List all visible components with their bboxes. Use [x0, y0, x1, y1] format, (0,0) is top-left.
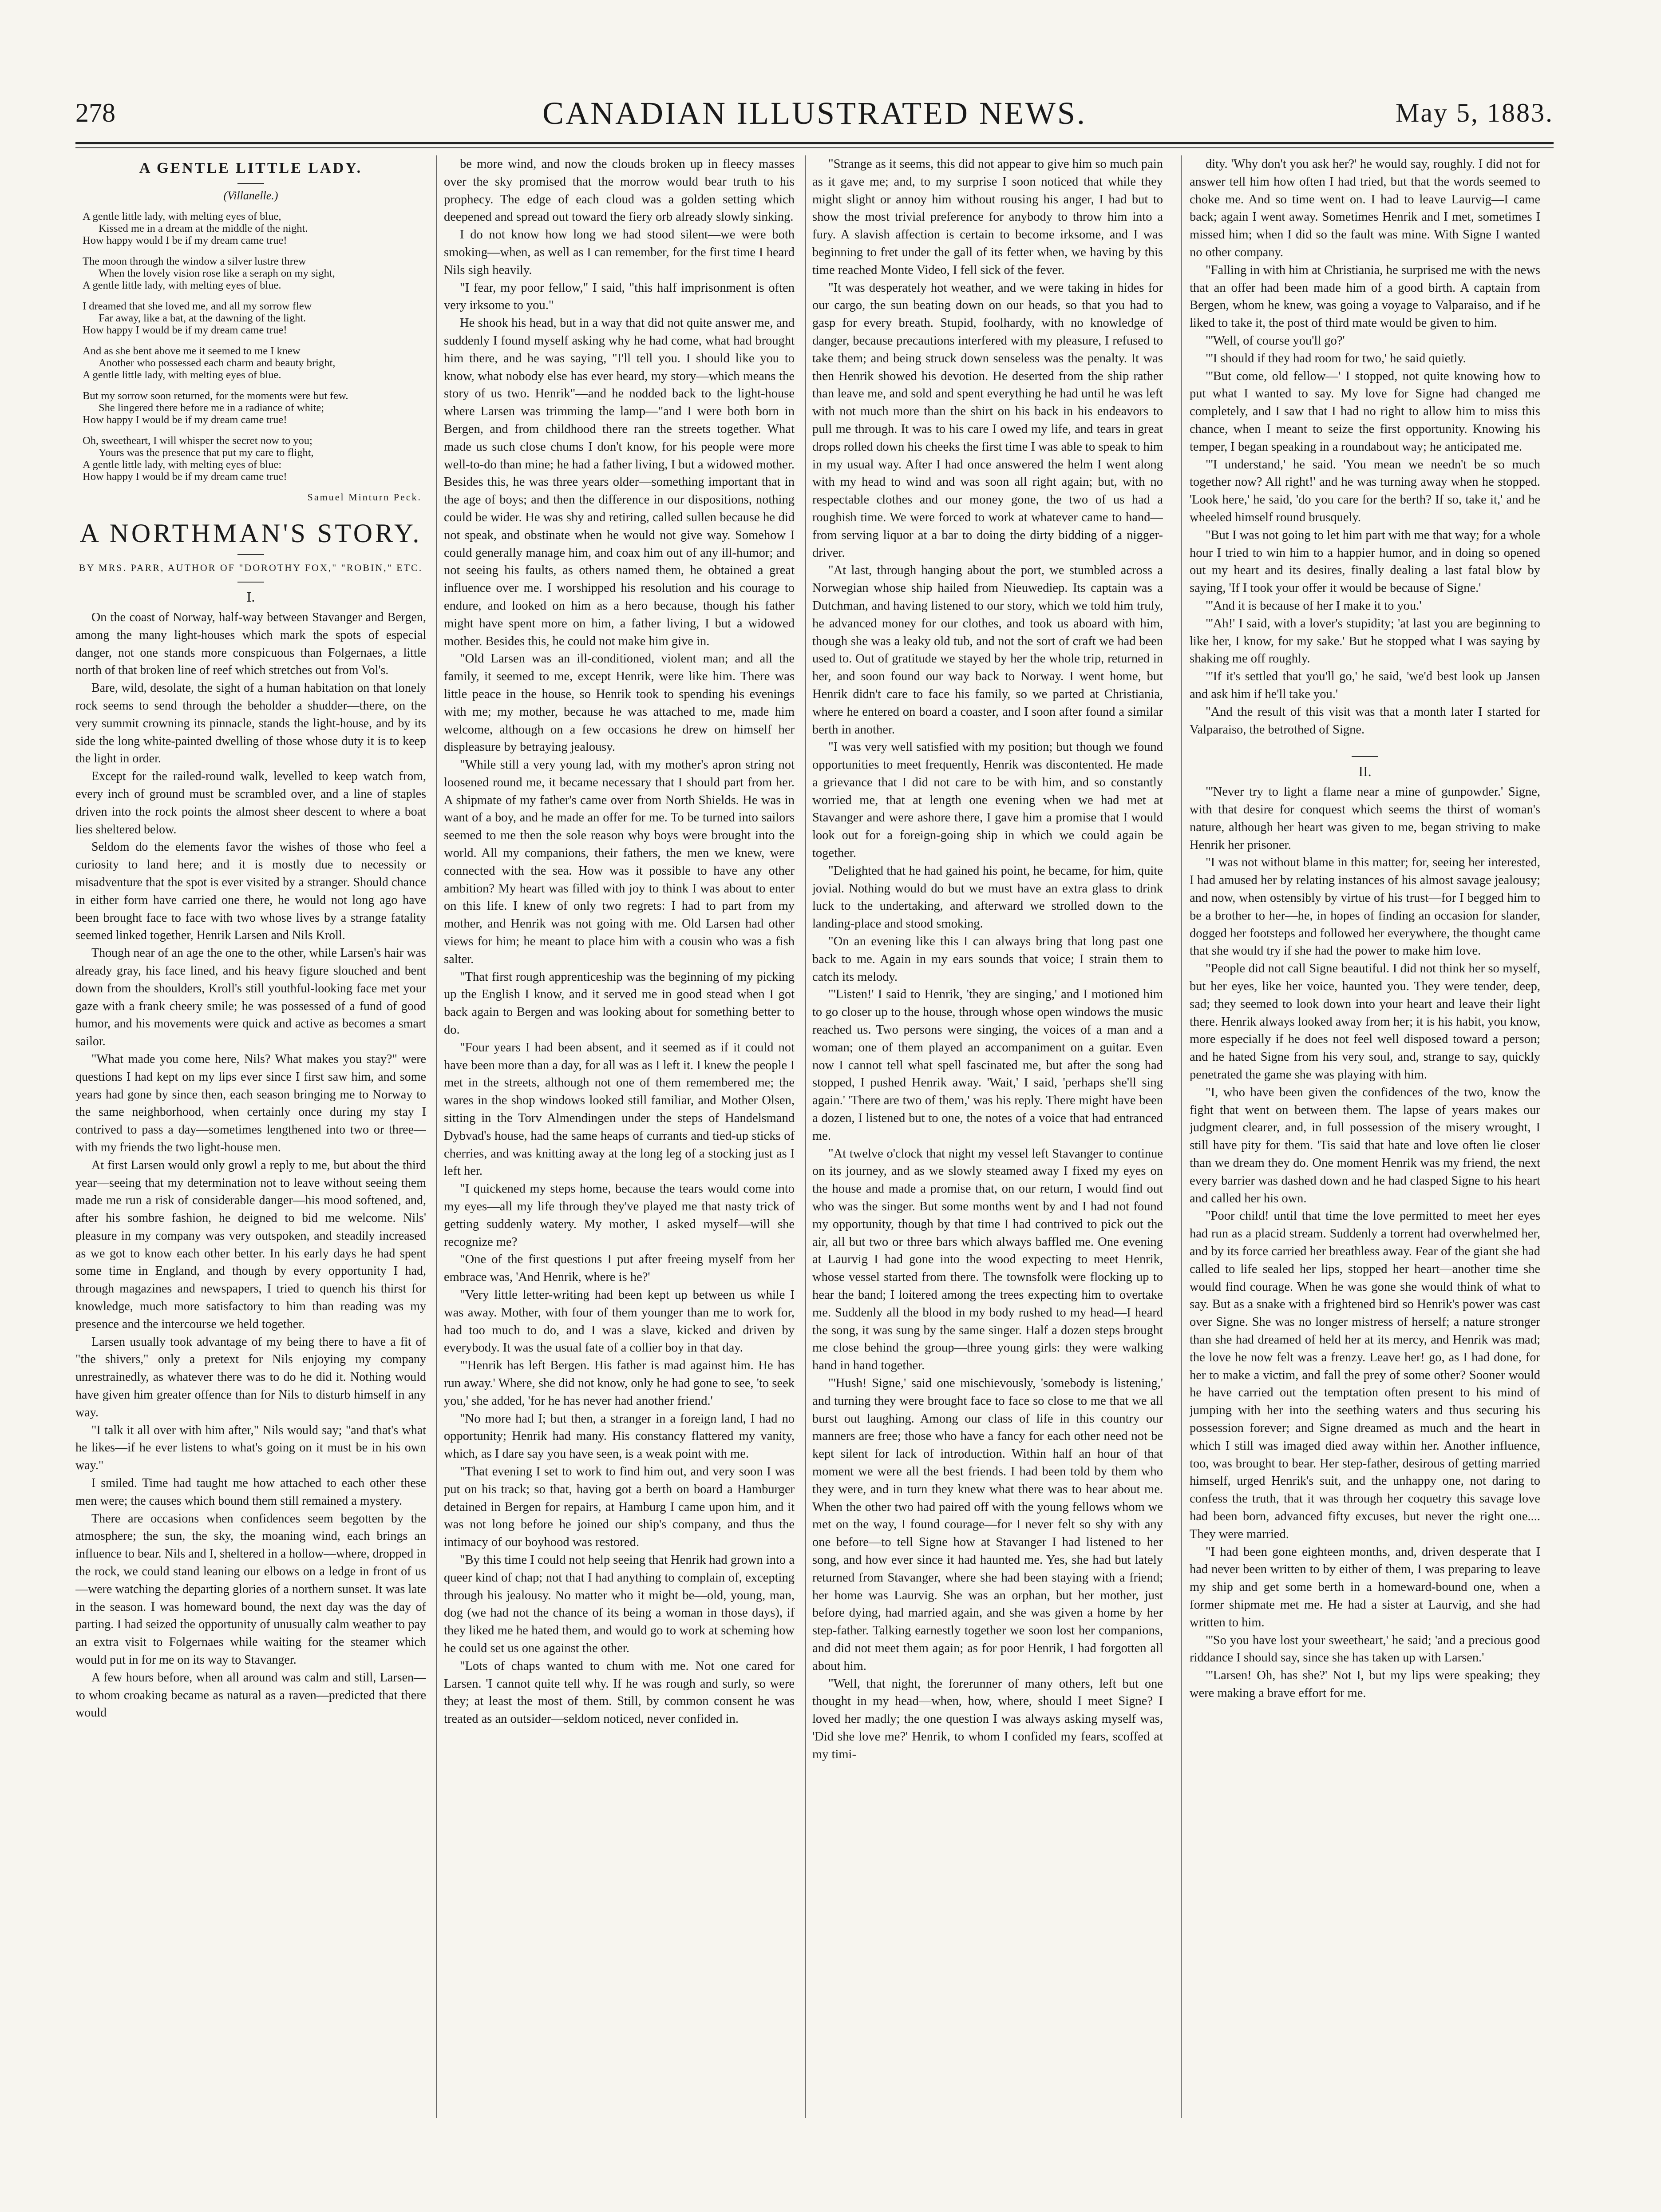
paragraph: "It was desperately hot weather, and we were taking in hides for our cargo, the sun beating down on our heads, so that you had to gasp for every breath. Stupid, foolhardy, with no knowledge of danger, because precautions interfered with my pleasure, I refused to take them; and being struck down senseless was the penalty. It was then Henrik showed his devotion. He deserted from the ship rather than leave me, and sold and spent everything he had until he was left with not much more than the shirt on his back in his endeavors to pull me through. It was to his care I owed my life, and tears in great drops rolled down his cheeks the first time I was able to speak to him in my usual way. After I had once answered the helm I went along with my head to wind and was soon all right again; but, with no respectable clothes and our money gone, the two of us had a roughish time. We were forced to work at whatever came to hand—from serving liquor at a bar to doing the dirty bidding of a nigger-driver.	[812, 281, 1163, 560]
paragraph: "'I understand,' he said. 'You mean we needn't be so much together now? All right!' and he was turning away when he stopped. 'Look here,' he said, 'do you care for the berth? If so, take it,' and he wheeled himself round brusquely.	[1190, 457, 1540, 524]
paragraph: "And the result of this visit was that a month later I started for Valparaiso, the betrothed of Signe.	[1190, 705, 1540, 737]
poem-line: How happy I would be if my dream came true!	[83, 471, 287, 483]
paragraph: Except for the railed-round walk, levelled to keep watch from, every inch of ground must be scrambled over, and a line of staples driven into the rock points the almost sheer descent to where a boat lies sheltered below.	[75, 769, 426, 836]
poem-line: The moon through the window a silver lustre threw	[83, 255, 306, 267]
paragraph: "At twelve o'clock that night my vessel left Stavanger to continue on its journey, and as we slowly steamed away I fixed my eyes on the house and made a promise that, on our return, I would find out who was the singer. But some months went by and I had not found my opportunity, though by that time I had contrived to pick out the air, all but two or three bars which always baffled me. One evening at Laurvig I had gone into the wood expecting to meet Henrik, whose vessel started from there. The townsfolk were flocking up to hear the band; I loitered among the trees expecting him to overtake me. Suddenly all the blood in my body rushed to my head—I heard the song, it was sung by the same singer. Half a dozen steps brought me close behind the group—three young girls: they were walking hand in hand together.	[812, 1146, 1163, 1373]
paragraph: "'Never try to light a flame near a mine of gunpowder.' Signe, with that desire for conquest which seems the thirst of woman's nature, although her heart was given to me, began striving to make Henrik her prisoner.	[1190, 785, 1540, 852]
paragraph: "'I should if they had room for two,' he said quietly.	[1206, 351, 1466, 365]
paragraph: "I fear, my poor fellow," I said, "this half imprisonment is often very irksome to you."	[444, 281, 795, 313]
title-rule	[237, 554, 264, 555]
poem-stanza	[75, 210, 426, 246]
poem-line: Kissed me in a dream at the middle of the night.	[99, 222, 308, 234]
paragraph: "No more had I; but then, a stranger in a foreign land, I had no opportunity; Henrik had many. His constancy flattered my vanity, which, as I dare say you have seen, is a weak point with me.	[444, 1411, 795, 1461]
poem-stanza	[75, 390, 426, 426]
byline-rule	[237, 582, 264, 583]
paragraph: "'If it's settled that you'll go,' he said, 'we'd best look up Jansen and ask him if he'll take you.'	[1190, 670, 1540, 701]
paragraph: "By this time I could not help seeing that Henrik had grown into a queer kind of chap; not that I had anything to complain of, excepting through his jealousy. No matter who it might be—old, young, man, dog (we had not the chance of its being a woman in those days), if they liked me he hated them, and would go to work at scheming how he could set us one against the other.	[444, 1553, 795, 1655]
issue-date: May 5, 1883.	[1396, 98, 1554, 127]
paragraph: dity. 'Why don't you ask her?' he would say, roughly. I did not for answer tell him how often I had tried, but that the words seemed to choke me. And so time went on. I had to leave Laurvig—I came back; again I went away. Sometimes Henrik and I met, sometimes I missed him; when I did so the fault was mine. With Signe I wanted no other company.	[1190, 157, 1540, 259]
page-number: 278	[75, 98, 115, 127]
story-byline: BY MRS. PARR, AUTHOR OF "DOROTHY FOX," "ROBIN," ETC.	[79, 562, 423, 573]
paragraph: "I talk it all over with him after," Nils would say; "and that's what he likes—if he ever listens to what's going on it must be in his own way."	[75, 1423, 426, 1473]
column-4	[1190, 155, 1540, 2131]
poem-line: Oh, sweetheart, I will whisper the secret now to you;	[83, 435, 312, 447]
paragraph: "Well, that night, the forerunner of many others, left but one thought in my head—when, how, where, should I meet Signe? I loved her madly; the one question I was always asking myself was, 'Did she love me?' Henrik, to whom I confided my fears, scoffed at my timi-	[812, 1677, 1163, 1761]
paragraph: "'So you have lost your sweetheart,' he said; 'and a precious good riddance I should say, since she has taken up with Larsen.'	[1190, 1633, 1540, 1665]
paragraph: "At last, through hanging about the port, we stumbled across a Norwegian whose ship hailed from Nieuwediep. Its captain was a Dutchman, and having listened to our story, which we told him truly, he advanced money for our clothes, and took us aboard with him, though she was a leaky old tub, and not the sort of craft we had been used to. Out of gratitude we stayed by her the whole trip, returned in her, and soon found our way back to Norway. I went home, but Henrik didn't care to face his family, so we parted at Christiania, where he entered on board a coaster, and I soon after found a similar berth in another.	[812, 563, 1163, 737]
paragraph: Though near of an age the one to the other, while Larsen's hair was already gray, his face lined, and his heavy figure slouched and bent down from the shoulders, Kroll's still youthful-looking face met your gaze with a frank cheery smile; he was possessed of a fund of good humor, and his movements were quick and active as becomes a smart sailor.	[75, 946, 426, 1049]
section-rule	[1352, 756, 1378, 757]
paragraph: "'Henrik has left Bergen. His father is mad against him. He has run away.' Where, she did not know, only he had gone to see, 'to seek you,' she added, 'for he has never had another friend.'	[444, 1359, 795, 1408]
paragraph: be more wind, and now the clouds broken up in fleecy masses over the sky promised that the morrow would bear truth to his prophecy. The edge of each cloud was a golden setting which deepened and spread out toward the fiery orb already slowly sinking.	[444, 157, 795, 224]
paragraph: A few hours before, when all around was calm and still, Larsen—to whom croaking became as natural as a raven—predicted that there would	[75, 1670, 426, 1720]
column-divider	[805, 155, 806, 2118]
poem-line: I dreamed that she loved me, and all my sorrow flew	[83, 300, 312, 312]
header-rule-thin	[75, 147, 1554, 148]
paragraph: "What made you come here, Nils? What makes you stay?" were questions I had kept on my lips ever since I first saw him, and some years had gone by since then, each season bringing me to Norway to the same neighborhood, when certainly once during my stay I contrived to pass a day—sometimes lengthened into two or three—with my friends the two light-house men.	[75, 1052, 426, 1154]
paragraph: "That evening I set to work to find him out, and very soon I was put on his track; so that, having got a berth on board a Hamburger detained in Bergen for repairs, at Hamburg I came upon him, and it was not long before he joined our ship's company, and thus the intimacy of our boyhood was restored.	[444, 1464, 795, 1550]
paragraph: "On an evening like this I can always bring that long past one back to me. Again in my ears sounds that voice; I strain them to catch its melody.	[812, 935, 1163, 984]
paragraph: "'And it is because of her I make it to you.'	[1206, 599, 1422, 613]
paragraph: "Old Larsen was an ill-conditioned, violent man; and all the family, it seemed to me, except Henrik, were like him. There was little peace in the house, so Henrik took to spending his evenings with me; my mother, because he was attached to me, made him welcome, although on a few occasions he drew on himself her displeasure by betraying jealousy.	[444, 652, 795, 754]
paragraph: Bare, wild, desolate, the sight of a human habitation on that lonely rock seems to send through the beholder a shudder—there, on the very summit crowning its pinnacle, stands the light-house, and by its side the long white-painted dwelling of those whose duty it is to keep the light in order.	[75, 681, 426, 766]
paragraph: "Poor child! until that time the love permitted to meet her eyes had run as a placid stream. Suddenly a torrent had overwhelmed her, and by its force carried her breathless away. Fear of the giant she had called to life sealed her lips, stopped her heart—another time she would find courage. When he was gone she would think of what to say. But as a snake with a frightened bird so Henrik's power was cast over Signe. She was no longer mistress of herself; a nature stronger than she had dreamed of held her at its mercy, and Henrik was mad; the love he now felt was a frenzy. Leave her! go, as I had done, for her to make a victim, and fall the prey of some other? Sooner would he have carried out the temptation often present to his mind of jumping with her into the seething waters and thus securing his possession forever; and Signe dreamed as much and the heart in which I still was imaged died away within her. Another influence, too, was brought to bear. Her step-father, desirous of getting married himself, urged Henrik's suit, and the unhappy one, not daring to confess the truth, that it was through her coquetry this savage love had been born, advanced fifty excuses, but never the right one.... They were married.	[1190, 1209, 1540, 1541]
poem-line: She lingered there before me in a radiance of white;	[99, 402, 324, 414]
poem-line: A gentle little lady, with melting eyes of blue.	[83, 369, 281, 381]
paragraph: "Falling in with him at Christiania, he surprised me with the news that an offer had been made him of a good birth. A captain from Bergen, whom he knew, was going a voyage to Valparaiso, and if he liked to take it, the post of third mate would be given to him.	[1190, 263, 1540, 330]
paragraph: "'Well, of course you'll go?'	[1206, 333, 1345, 348]
column-1-text	[75, 609, 426, 1722]
paragraph: "Lots of chaps wanted to chum with me. Not one cared for Larsen. 'I cannot quite tell why. If he was rough and surly, so were they; at least the most of them. Still, by common consent he was treated as an outsider—seldom noticed, never confided in.	[444, 1659, 795, 1726]
poem-line: How happy would I be if my dream came true!	[83, 234, 287, 246]
poem-line: How happy I would be if my dream came true!	[83, 414, 287, 426]
poem-stanza	[75, 435, 426, 483]
poem-line: Yours was the presence that put my care to flight,	[99, 447, 314, 459]
column-2	[444, 155, 795, 2131]
column-3	[812, 155, 1163, 2131]
paragraph: "People did not call Signe beautiful. I did not think her so myself, but her eyes, like her voice, haunted you. They were tender, deep, sad; they seemed to look down into your heart and leave their light there. Henrik always looked away from her; it is his habit, you know, more especially if he does not feel well disposed toward a person; and he hated Signe from his very soul, and, strange to say, quickly penetrated the game she was playing with him.	[1190, 962, 1540, 1082]
poem-stanza	[75, 345, 426, 381]
poem-line: A gentle little lady, with melting eyes of blue,	[83, 210, 281, 222]
header-rule	[75, 142, 1554, 144]
paragraph: "One of the first questions I put after freeing myself from her embrace was, 'And Henrik, where is he?'	[444, 1253, 795, 1284]
paragraph: "'Larsen! Oh, has she?' Not I, but my lips were speaking; they were making a brave effort for me.	[1190, 1669, 1540, 1700]
column-1	[75, 155, 426, 2131]
poem-line: Far away, like a bat, at the dawning of the light.	[99, 312, 306, 324]
section-heading: II.	[1358, 763, 1372, 780]
section-heading: I.	[246, 589, 255, 605]
column-divider	[1181, 155, 1182, 2118]
masthead	[75, 93, 1554, 133]
paragraph: "I was not without blame in this matter; for, seeing her interested, I had amused her by relating instances of his almost savage jealousy; and now, when ostensibly by virtue of his trust—for I begged him to be a brother to her—he, in hopes of finding an occasion for slander, dogged her footsteps and followed her everywhere, the thought came that she would try if she had the power to make him love.	[1190, 856, 1540, 958]
paragraph: "'Ah!' I said, with a lover's stupidity; 'at last you are beginning to like her, I know, for my sake.' But he stopped what I was saying by shaking me off roughly.	[1190, 616, 1540, 666]
poem-line: When the lovely vision rose like a seraph on my sight,	[99, 267, 335, 279]
paragraph: Larsen usually took advantage of my being there to have a fit of "the shivers," only a pretext for Nils enjoying my company unrestrainedly, as whatever there was to do he did it. Nothing would have given him greater offence than for Nils to disturb himself in any way.	[75, 1335, 426, 1419]
poem-line: And as she bent above me it seemed to me I knew	[83, 345, 301, 357]
paragraph: I smiled. Time had taught me how attached to each other these men were; the causes which bound them still remained a mystery.	[75, 1476, 426, 1508]
poem-stanza	[75, 300, 426, 336]
poem-line: Another who possessed each charm and beauty bright,	[99, 357, 336, 369]
paragraph: He shook his head, but in a way that did not quite answer me, and suddenly I found myself asking why he had come, what had brought him there, and he was saying, "I'll tell you. I should like you to know, what nobody else has ever heard, my story—which means the story of us two. Henrik"—and he nodded back to the light-house where Larsen was trimming the lamp—"and I were both born in Bergen, and from childhood there ran the streets together. What made us such close chums I don't know, for his people were more well-to-do than mine; he had a father living, I but a widowed mother. Besides this, he was three years older—something important that in the age of boys; and then the difference in our dispositions, nothing could be wider. He was shy and retiring, called sullen because he did not speak, and obstinate when he would not give way. Somehow I could generally manage him, and coax him out of any ill-humor; and not seeing his faults, as others named them, he obtained a great influence over me. I worshipped his resolution and his courage to endure, and looked on him as a hero because, though his father might have spent more on him, a father living, I but a widowed mother. Besides this, he could not make him give in.	[444, 316, 795, 648]
paragraph: "'But come, old fellow—' I stopped, not quite knowing how to put what I wanted to say. My love for Signe had changed me completely, and I saw that I had no right to allow him to miss this chance, when I meant to seize the first opportunity. Knowing his temper, I began speaking in a roundabout way; he anticipated me.	[1190, 369, 1540, 454]
paragraph: "I was very well satisfied with my position; but though we found opportunities to meet frequently, Henrik was discontented. He made a grievance that I did not care to be with him, and so constantly worried me, that at length one evening when we had met at Stavanger and were ashore there, I gave him a promise that I would look out for a foreign-going ship in which we could again be together.	[812, 740, 1163, 860]
title-rule	[237, 183, 264, 184]
paragraph: "While still a very young lad, with my mother's apron string not loosened round me, it became necessary that I should part from her. A shipmate of my father's came over from North Shields. He was in want of a boy, and he made an offer for me. To be turned into sailors seemed to me then the sole reason why boys were brought into the world. All my companions, their fathers, the men we knew, were connected with the sea. How was it possible to have any other ambition? My heart was filled with joy to think I was about to enter on this life. I knew of only two regrets: I had to part from my mother, and Henrik was not going with me. Old Larsen had other views for him; he meant to place him with a cousin who was a fish salter.	[444, 758, 795, 966]
paragraph: "Very little letter-writing had been kept up between us while I was away. Mother, with four of them younger than me to work for, had too much to do, and I was a slave, kicked and driven by everybody. It was the usual fate of a collier boy in that day.	[444, 1288, 795, 1355]
paragraph: "I quickened my steps home, because the tears would come into my eyes—all my life through they've played me that nasty trick of getting suddenly watery. My mother, I asked myself—will she recognize me?	[444, 1182, 795, 1249]
column-4-text-a	[1190, 155, 1540, 738]
paragraph: "I had been gone eighteen months, and, driven desperate that I had never been written to by either of them, I was preparing to leave my ship and get some berth in a homeward-bound one, when a former shipmate met me. He had a sister at Laurvig, and she had written to him.	[1190, 1545, 1540, 1629]
poem-line: But my sorrow soon returned, for the moments were but few.	[83, 390, 348, 402]
paragraph: On the coast of Norway, half-way between Stavanger and Bergen, among the many light-houses which mark the spots of especial danger, not one stands more conspicuous than Folgernaes, a little north of that broken line of reef which stretches out from Vol's.	[75, 610, 426, 678]
column-divider	[436, 155, 437, 2118]
story-title: A NORTHMAN'S STORY.	[79, 519, 422, 548]
paragraph: "'Hush! Signe,' said one mischievously, 'somebody is listening,' and turning they were brought face to face so close to me that we all burst out laughing. Among our class of life in this country our manners are free; those who have a fancy for each other need not be kept silent for lack of introduction. Within half an hour of that moment we were all the best friends. I had been told by them who they were, and in turn they knew what there was to hear about me. When the other two had paired off with the young fellows whom we met on the way, I found courage—for I never felt so shy with any one before—to tell Signe how at Stavanger I had listened to her song, and how ever since it had haunted me. Yes, she had but lately returned from Stavanger, where she had been staying with a friend; her home was Laurvig. She was an orphan, but her mother, just before dying, had married again, and she was given a home by her step-father. Talking earnestly together we soon lost her companions, and did not meet them again; as for poor Henrik, I had forgotten all about him.	[812, 1376, 1163, 1673]
poem-body	[75, 210, 426, 483]
newspaper-title: CANADIAN ILLUSTRATED NEWS.	[542, 95, 1087, 131]
paragraph: "But I was not going to let him part with me that way; for a whole hour I tried to win him to a happier humor, and in doing so opened out my heart and its desires, finally dealing a last fatal blow by saying, 'If I took your offer it would be because of Signe.'	[1190, 528, 1540, 595]
poem-subtitle: (Villanelle.)	[223, 189, 278, 202]
paragraph: "Strange as it seems, this did not appear to give him so much pain as it gave me; and, to my surprise I soon noticed that while they might slight or annoy him without rousing his anger, I had but to show the most trivial preference for anybody to throw him into a fury. A slavish affection is certain to become irksome, and I was beginning to fret under the gall of its fetter when, we having by this time reached Monte Video, I fell sick of the fever.	[812, 157, 1163, 277]
column-2-text	[444, 155, 795, 1728]
paragraph: At first Larsen would only growl a reply to me, but about the third year—seeing that my determination not to leave without seeing them made me run a risk of considerable danger—his mood softened, and, after his sombre fashion, he deigned to bid me welcome. Nils' pleasure in my company was very outspoken, and steadily increased as we got to know each other better. In his early days he had spent some time in England, and though by every opportunity I had, through magazines and newspapers, I tried to quench his thirst for knowledge, much more satisfactory to him than reading was my presence and the intercourse we held together.	[75, 1158, 426, 1331]
paragraph: "Four years I had been absent, and it seemed as if it could not have been more than a day, for all was as I left it. I knew the people I met in the streets, although not one of them remembered me; the wares in the shop windows looked still familiar, and Mother Olsen, sitting in the Torv Almendingen under the steps of Handelsmand Dybvad's house, had the same heaps of currants and tied-up sticks of cherries, and was knitting away at the long leg of a stocking just as I left her.	[444, 1040, 795, 1178]
column-3-text	[812, 155, 1163, 1764]
paragraph: There are occasions when confidences seem begotten by the atmosphere; the sun, the sky, the moaning wind, each brings an influence to bear. Nils and I, sheltered in a hollow—where, dropped in the rock, we could stand leaning our elbows on a ledge in front of us—were watching the departing glories of a northern sunset. It was late in the season. I was homeward bound, the next day was the day of parting. I had seized the opportunity of unusually calm weather to pay an extra visit to Folgernaes while waiting for the steamer which would put in for me on its way to Stavanger.	[75, 1511, 426, 1667]
paragraph: "That first rough apprenticeship was the beginning of my picking up the English I know, and it served me in good stead when I got back again to Bergen and was looking about for something better to do.	[444, 970, 795, 1037]
poem-title: A GENTLE LITTLE LADY.	[139, 160, 363, 176]
paragraph: "Delighted that he had gained his point, he became, for him, quite jovial. Nothing would do but we must have an extra glass to drink luck to the undertaking, and afterward we strolled down to the landing-place and stood smoking.	[812, 864, 1163, 931]
column-4-text-b	[1190, 783, 1540, 1702]
paragraph: I do not know how long we had stood silent—we were both smoking—when, as well as I can remember, for the first time I heard Nils sigh heavily.	[444, 228, 795, 277]
poem-line: A gentle little lady, with melting eyes of blue.	[83, 279, 281, 291]
poem-line: A gentle little lady, with melting eyes of blue:	[83, 459, 282, 471]
poem-stanza	[75, 255, 426, 291]
paragraph: "'Listen!' I said to Henrik, 'they are singing,' and I motioned him to go closer up to the house, through whose open windows the music reached us. Two persons were singing, the voices of a man and a woman; one of them played an accompaniment on a guitar. Even now I cannot tell what spell fascinated me, but after the song had stopped, I pushed Henrik away. 'Wait,' I said, 'perhaps she'll sing again.' 'There are two of them,' was his reply. There might have been a dozen, I listened but to one, the notes of a voice that had entranced me.	[812, 987, 1163, 1143]
poem-line: How happy I would be if my dream came true!	[83, 324, 287, 336]
poem-author: Samuel Minturn Peck.	[307, 492, 422, 503]
paragraph: "I, who have been given the confidences of the two, know the fight that went on between them. The lapse of years makes our judgment clearer, and, in full possession of the misery wrought, I still have pity for them. 'Tis said that hate and love often lie closer than we dream they do. One moment Henrik was my friend, the next every barrier was dashed down and he had clasped Signe to his heart and called her his own.	[1190, 1085, 1540, 1205]
paragraph: Seldom do the elements favor the wishes of those who feel a curiosity to land here; and it is mostly due to necessity or misadventure that the spot is ever visited by a stranger. Should chance in either form have carried one there, he would not long ago have been brought face to face with two whose lives by a strange fatality seemed linked together, Henrik Larsen and Nils Kroll.	[75, 840, 426, 943]
